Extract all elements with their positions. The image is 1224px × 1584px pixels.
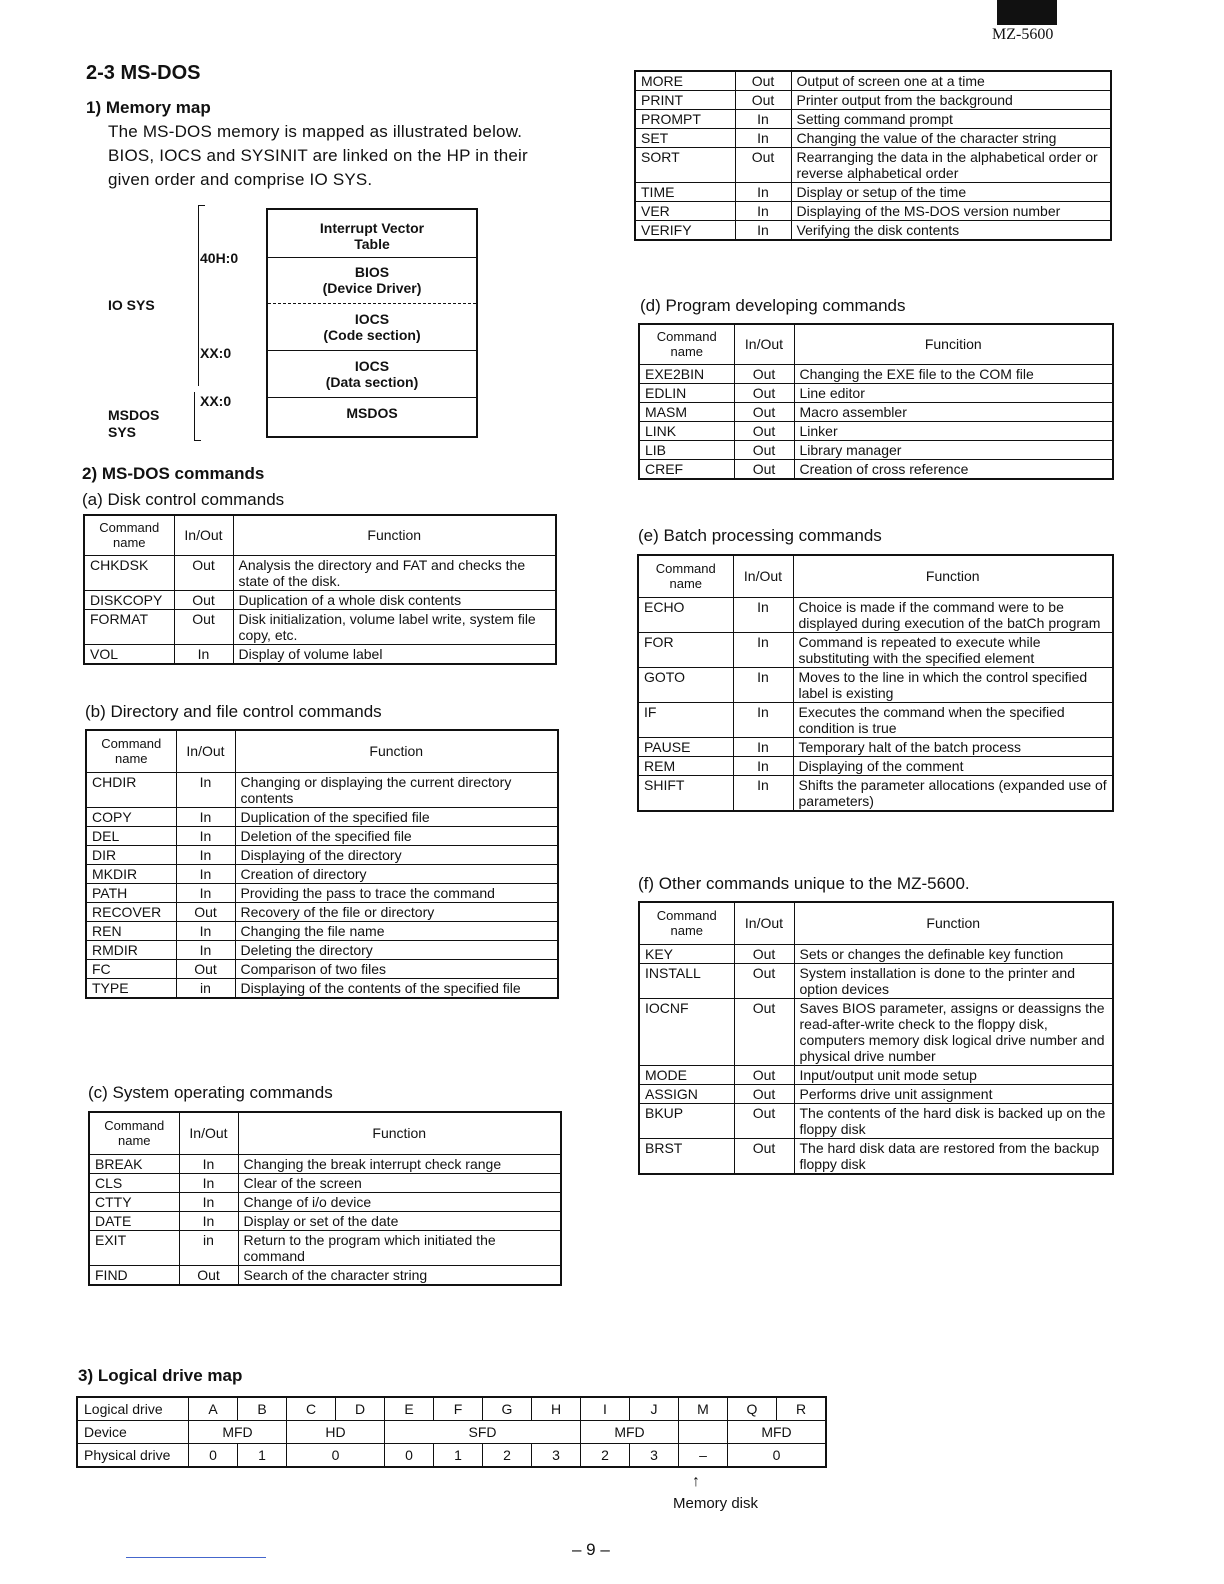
- logical-drive-cell: D: [336, 1397, 385, 1421]
- in-out-cell: Out: [734, 459, 794, 479]
- function-cell: Command is repeated to execute while substituting with the specified element: [793, 632, 1113, 667]
- command-name-cell: FIND: [89, 1265, 179, 1285]
- in-out-cell: In: [179, 1173, 238, 1192]
- memory-block-label: BIOS: [354, 264, 390, 280]
- command-name-cell: CHKDSK: [84, 555, 174, 590]
- memory-map-diagram: [266, 208, 478, 438]
- function-cell: Clear of the screen: [238, 1173, 561, 1192]
- device-cell: MFD: [189, 1421, 287, 1444]
- footer-rule: [126, 1557, 266, 1558]
- command-name-cell: MASM: [639, 402, 734, 421]
- command-name-cell: COPY: [86, 807, 176, 826]
- logical-drive-cell: J: [630, 1397, 679, 1421]
- in-out-cell: Out: [735, 91, 791, 110]
- function-cell: Setting command prompt: [791, 110, 1111, 129]
- function-cell: The hard disk data are restored from the backup floppy disk: [794, 1138, 1113, 1174]
- command-name-cell: PAUSE: [638, 737, 733, 756]
- function-cell: Analysis the directory and FAT and checks the state of the disk.: [233, 555, 556, 590]
- memory-block-label: (Data section): [325, 374, 419, 390]
- command-name-cell: PATH: [86, 883, 176, 902]
- function-cell: Recovery of the file or directory: [235, 902, 558, 921]
- header-in-out: In/Out: [734, 902, 794, 944]
- table-row: [638, 756, 1113, 775]
- in-out-cell: In: [176, 864, 235, 883]
- model-number: MZ-5600: [992, 26, 1054, 43]
- command-name-cell: VOL: [84, 644, 174, 664]
- table-row: [635, 110, 1111, 129]
- table-row: [638, 667, 1113, 702]
- function-cell: Deletion of the specified file: [235, 826, 558, 845]
- function-cell: Duplication of a whole disk contents: [233, 590, 556, 609]
- function-cell: Displaying of the contents of the specified file: [235, 978, 558, 998]
- function-cell: Saves BIOS parameter, assigns or deassigns the read-after-write check to the floppy disk, computers memory disk logical drive number and physical drive number: [794, 998, 1113, 1065]
- table-row: [89, 1230, 561, 1265]
- memory-block-label: (Device Driver): [322, 280, 422, 296]
- logical-drive-cell: H: [532, 1397, 581, 1421]
- header-function: Function: [793, 555, 1113, 597]
- address-label: 40H:0: [200, 250, 239, 266]
- function-cell: Verifying the disk contents: [791, 221, 1111, 241]
- command-name-cell: RMDIR: [86, 940, 176, 959]
- table-row: [86, 902, 558, 921]
- device-cell: HD: [287, 1421, 385, 1444]
- in-out-cell: Out: [734, 1065, 794, 1084]
- table-row: [86, 921, 558, 940]
- function-cell: Return to the program which initiated the command: [238, 1230, 561, 1265]
- table-row: [639, 440, 1113, 459]
- command-name-cell: VER: [635, 202, 735, 221]
- row-label: Physical drive: [77, 1444, 189, 1468]
- physical-drive-cell: 1: [434, 1444, 483, 1468]
- header-in-out: In/Out: [174, 515, 233, 555]
- function-cell: Display or set of the date: [238, 1211, 561, 1230]
- in-out-cell: In: [735, 202, 791, 221]
- table-row: [84, 590, 556, 609]
- table-row: [639, 459, 1113, 479]
- table-row: [86, 883, 558, 902]
- memory-disk-note: Memory disk: [673, 1495, 759, 1512]
- memory-map-heading: 1) Memory map: [86, 98, 211, 117]
- function-cell: Search of the character string: [238, 1265, 561, 1285]
- command-name-cell: CHDIR: [86, 772, 176, 807]
- system-operating-table-continued: [634, 70, 1112, 241]
- directory-file-table: [85, 729, 559, 999]
- command-name-cell: SET: [635, 129, 735, 148]
- table-row: [635, 148, 1111, 183]
- command-name-cell: GOTO: [638, 667, 733, 702]
- in-out-cell: Out: [735, 71, 791, 91]
- table-row: [89, 1211, 561, 1230]
- memory-block-label: (Code section): [323, 327, 421, 343]
- memory-block-msdos: [268, 398, 476, 436]
- table-row: [89, 1265, 561, 1285]
- command-name-cell: TYPE: [86, 978, 176, 998]
- table-row: [639, 1103, 1113, 1138]
- in-out-cell: In: [179, 1192, 238, 1211]
- row-label: Logical drive: [77, 1397, 189, 1421]
- command-name-cell: ASSIGN: [639, 1084, 734, 1103]
- table-row: [639, 1065, 1113, 1084]
- command-name-cell: BREAK: [89, 1154, 179, 1173]
- memory-block-label: Table: [354, 236, 390, 252]
- logical-drive-map-heading: 3) Logical drive map: [78, 1366, 243, 1385]
- function-cell: Displaying of the MS-DOS version number: [791, 202, 1111, 221]
- function-cell: Duplication of the specified file: [235, 807, 558, 826]
- header-command-name: Command name: [84, 515, 174, 555]
- logical-drive-cell: R: [777, 1397, 827, 1421]
- command-name-cell: EDLIN: [639, 383, 734, 402]
- command-name-cell: KEY: [639, 944, 734, 963]
- logical-drive-cell: I: [581, 1397, 630, 1421]
- table-row: [84, 555, 556, 590]
- in-out-cell: in: [179, 1230, 238, 1265]
- physical-drive-cell: 2: [581, 1444, 630, 1468]
- in-out-cell: In: [733, 667, 793, 702]
- in-out-cell: In: [735, 129, 791, 148]
- function-cell: Comparison of two files: [235, 959, 558, 978]
- logical-drive-cell: B: [238, 1397, 287, 1421]
- header-in-out: In/Out: [176, 730, 235, 772]
- logical-drive-cell: E: [385, 1397, 434, 1421]
- command-name-cell: DEL: [86, 826, 176, 845]
- corner-mark: [997, 0, 1057, 25]
- physical-drive-row: [77, 1444, 826, 1468]
- in-out-cell: Out: [734, 383, 794, 402]
- command-name-cell: DISKCOPY: [84, 590, 174, 609]
- table-row: [635, 71, 1111, 91]
- memory-block-ivt: [268, 210, 476, 258]
- system-operating-table: [88, 1111, 562, 1286]
- in-out-cell: Out: [734, 421, 794, 440]
- logical-drive-cell: A: [189, 1397, 238, 1421]
- table-row: [635, 202, 1111, 221]
- command-name-cell: INSTALL: [639, 963, 734, 998]
- command-name-cell: FORMAT: [84, 609, 174, 644]
- table-row: [635, 221, 1111, 241]
- header-in-out: In/Out: [179, 1112, 238, 1154]
- in-out-cell: In: [733, 632, 793, 667]
- in-out-cell: Out: [734, 1138, 794, 1174]
- command-name-cell: MORE: [635, 71, 735, 91]
- function-cell: Change of i/o device: [238, 1192, 561, 1211]
- table-row: [86, 826, 558, 845]
- function-cell: Changing or displaying the current directory contents: [235, 772, 558, 807]
- commands-heading: 2) MS-DOS commands: [82, 464, 265, 483]
- table-row: [639, 402, 1113, 421]
- in-out-cell: Out: [174, 555, 233, 590]
- command-name-cell: SORT: [635, 148, 735, 183]
- address-label: XX:0: [200, 393, 232, 409]
- header-function: Funcition: [794, 324, 1113, 364]
- table-row: [639, 364, 1113, 383]
- physical-drive-cell: 0: [385, 1444, 434, 1468]
- in-out-cell: In: [174, 644, 233, 664]
- table-row: [89, 1173, 561, 1192]
- physical-drive-cell: 3: [630, 1444, 679, 1468]
- memory-block-label: IOCS: [354, 311, 390, 327]
- command-name-cell: MODE: [639, 1065, 734, 1084]
- in-out-cell: Out: [174, 609, 233, 644]
- in-out-cell: In: [179, 1154, 238, 1173]
- function-cell: Macro assembler: [794, 402, 1113, 421]
- in-out-cell: In: [176, 845, 235, 864]
- function-cell: Sets or changes the definable key function: [794, 944, 1113, 963]
- command-name-cell: IF: [638, 702, 733, 737]
- table-row: [635, 183, 1111, 202]
- physical-drive-cell: 1: [238, 1444, 287, 1468]
- command-name-cell: DATE: [89, 1211, 179, 1230]
- command-name-cell: PRINT: [635, 91, 735, 110]
- table-row: [638, 702, 1113, 737]
- physical-drive-cell: 0: [287, 1444, 385, 1468]
- table-row: [639, 1084, 1113, 1103]
- in-out-cell: in: [176, 978, 235, 998]
- table-row: [639, 383, 1113, 402]
- function-cell: Linker: [794, 421, 1113, 440]
- command-name-cell: BRST: [639, 1138, 734, 1174]
- memory-block-label: Interrupt Vector: [319, 220, 425, 236]
- function-cell: Creation of directory: [235, 864, 558, 883]
- function-cell: Providing the pass to trace the command: [235, 883, 558, 902]
- in-out-cell: Out: [734, 963, 794, 998]
- logical-drive-cell: F: [434, 1397, 483, 1421]
- function-cell: Library manager: [794, 440, 1113, 459]
- command-name-cell: SHIFT: [638, 775, 733, 811]
- command-name-cell: FOR: [638, 632, 733, 667]
- in-out-cell: In: [176, 772, 235, 807]
- table-row: [89, 1154, 561, 1173]
- table-b-caption: (b) Directory and file control commands: [85, 702, 382, 721]
- in-out-cell: In: [176, 921, 235, 940]
- table-row: [86, 940, 558, 959]
- physical-drive-cell: 3: [532, 1444, 581, 1468]
- function-cell: Line editor: [794, 383, 1113, 402]
- header-command-name: Command name: [89, 1112, 179, 1154]
- function-cell: Output of screen one at a time: [791, 71, 1111, 91]
- table-row: [89, 1192, 561, 1211]
- logical-drive-cell: G: [483, 1397, 532, 1421]
- program-developing-table: [638, 323, 1114, 480]
- command-name-cell: EXE2BIN: [639, 364, 734, 383]
- address-label: XX:0: [200, 345, 232, 361]
- msdos-sys-label: MSDOS: [108, 407, 160, 423]
- function-cell: Disk initialization, volume label write, system file copy, etc.: [233, 609, 556, 644]
- physical-drive-cell: 0: [728, 1444, 827, 1468]
- in-out-cell: In: [733, 702, 793, 737]
- row-label: Device: [77, 1421, 189, 1444]
- header-function: Function: [238, 1112, 561, 1154]
- table-row: [638, 597, 1113, 632]
- command-name-cell: LIB: [639, 440, 734, 459]
- command-name-cell: DIR: [86, 845, 176, 864]
- table-e-caption: (e) Batch processing commands: [638, 526, 882, 545]
- device-cell: [679, 1421, 728, 1444]
- table-row: [86, 959, 558, 978]
- table-c-caption: (c) System operating commands: [88, 1083, 333, 1102]
- device-row: [77, 1421, 826, 1444]
- command-name-cell: REN: [86, 921, 176, 940]
- memory-block-label: MSDOS: [346, 405, 398, 421]
- function-cell: Performs drive unit assignment: [794, 1084, 1113, 1103]
- function-cell: Displaying of the comment: [793, 756, 1113, 775]
- in-out-cell: In: [735, 110, 791, 129]
- table-row: [86, 807, 558, 826]
- command-name-cell: FC: [86, 959, 176, 978]
- function-cell: Creation of cross reference: [794, 459, 1113, 479]
- in-out-cell: In: [733, 775, 793, 811]
- command-name-cell: LINK: [639, 421, 734, 440]
- function-cell: Rearranging the data in the alphabetical order or reverse alphabetical order: [791, 148, 1111, 183]
- function-cell: Input/output unit mode setup: [794, 1065, 1113, 1084]
- command-name-cell: CREF: [639, 459, 734, 479]
- in-out-cell: Out: [174, 590, 233, 609]
- memory-block-iocs-code: [268, 304, 476, 351]
- command-name-cell: BKUP: [639, 1103, 734, 1138]
- table-row: [639, 1138, 1113, 1174]
- function-cell: Changing the break interrupt check range: [238, 1154, 561, 1173]
- physical-drive-cell: 0: [189, 1444, 238, 1468]
- function-cell: Display of volume label: [233, 644, 556, 664]
- section-title: 2-3 MS-DOS: [86, 62, 201, 84]
- header-command-name: Command name: [639, 902, 734, 944]
- memory-block-label: IOCS: [354, 358, 390, 374]
- in-out-cell: Out: [176, 959, 235, 978]
- logical-drive-row: [77, 1397, 826, 1421]
- table-row: [638, 632, 1113, 667]
- table-row: [86, 845, 558, 864]
- table-row: [635, 129, 1111, 148]
- in-out-cell: Out: [734, 1084, 794, 1103]
- memory-map-paragraph: The MS-DOS memory is mapped as illustrated below. BIOS, IOCS and SYSINIT are linked on the HP in their given order and comprise IO SYS.: [108, 122, 528, 189]
- header-in-out: In/Out: [734, 324, 794, 364]
- logical-drive-cell: Q: [728, 1397, 777, 1421]
- logical-drive-map-table: [76, 1396, 827, 1468]
- header-command-name: Command name: [639, 324, 734, 364]
- header-in-out: In/Out: [733, 555, 793, 597]
- in-out-cell: In: [176, 826, 235, 845]
- header-function: Function: [235, 730, 558, 772]
- table-row: [638, 775, 1113, 811]
- physical-drive-cell: –: [679, 1444, 728, 1468]
- function-cell: Deleting the directory: [235, 940, 558, 959]
- command-name-cell: MKDIR: [86, 864, 176, 883]
- in-out-cell: In: [735, 221, 791, 241]
- in-out-cell: In: [733, 737, 793, 756]
- function-cell: Executes the command when the specified condition is true: [793, 702, 1113, 737]
- header-command-name: Command name: [86, 730, 176, 772]
- command-name-cell: IOCNF: [639, 998, 734, 1065]
- command-name-cell: RECOVER: [86, 902, 176, 921]
- msdos-sys-label-2: SYS: [108, 424, 137, 440]
- command-name-cell: TIME: [635, 183, 735, 202]
- in-out-cell: Out: [735, 148, 791, 183]
- memory-block-bios: [268, 258, 476, 304]
- function-cell: Printer output from the background: [791, 91, 1111, 110]
- command-name-cell: CTTY: [89, 1192, 179, 1211]
- command-name-cell: REM: [638, 756, 733, 775]
- table-row: [84, 609, 556, 644]
- in-out-cell: Out: [176, 902, 235, 921]
- command-name-cell: CLS: [89, 1173, 179, 1192]
- in-out-cell: In: [179, 1211, 238, 1230]
- table-row: [86, 772, 558, 807]
- physical-drive-cell: 2: [483, 1444, 532, 1468]
- header-function: Function: [233, 515, 556, 555]
- table-a-caption: (a) Disk control commands: [82, 490, 285, 509]
- function-cell: System installation is done to the printer and option devices: [794, 963, 1113, 998]
- in-out-cell: Out: [734, 944, 794, 963]
- logical-drive-cell: M: [679, 1397, 728, 1421]
- function-cell: Temporary halt of the batch process: [793, 737, 1113, 756]
- in-out-cell: Out: [734, 440, 794, 459]
- in-out-cell: Out: [734, 998, 794, 1065]
- mz5600-commands-table: [638, 901, 1114, 1175]
- function-cell: Choice is made if the command were to be displayed during execution of the batCh program: [793, 597, 1113, 632]
- table-row: [639, 963, 1113, 998]
- logical-drive-cell: C: [287, 1397, 336, 1421]
- device-cell: MFD: [728, 1421, 827, 1444]
- table-row: [84, 644, 556, 664]
- memory-block-iocs-data: [268, 351, 476, 398]
- header-command-name: Command name: [638, 555, 733, 597]
- in-out-cell: In: [733, 597, 793, 632]
- in-out-cell: In: [176, 807, 235, 826]
- device-cell: MFD: [581, 1421, 679, 1444]
- function-cell: Changing the EXE file to the COM file: [794, 364, 1113, 383]
- in-out-cell: In: [733, 756, 793, 775]
- table-row: [86, 978, 558, 998]
- table-row: [639, 944, 1113, 963]
- table-row: [635, 91, 1111, 110]
- function-cell: Displaying of the directory: [235, 845, 558, 864]
- io-sys-label: IO SYS: [108, 297, 155, 313]
- in-out-cell: Out: [179, 1265, 238, 1285]
- in-out-cell: In: [176, 940, 235, 959]
- in-out-cell: In: [176, 883, 235, 902]
- function-cell: Changing the value of the character string: [791, 129, 1111, 148]
- function-cell: Display or setup of the time: [791, 183, 1111, 202]
- command-name-cell: ECHO: [638, 597, 733, 632]
- device-cell: SFD: [385, 1421, 581, 1444]
- function-cell: Changing the file name: [235, 921, 558, 940]
- table-f-caption: (f) Other commands unique to the MZ-5600.: [638, 874, 970, 893]
- command-name-cell: VERIFY: [635, 221, 735, 241]
- function-cell: Moves to the line in which the control specified label is existing: [793, 667, 1113, 702]
- batch-processing-table: [637, 554, 1114, 812]
- table-row: [639, 421, 1113, 440]
- function-cell: The contents of the hard disk is backed up on the floppy disk: [794, 1103, 1113, 1138]
- in-out-cell: Out: [734, 364, 794, 383]
- page-number: – 9 –: [572, 1540, 610, 1559]
- in-out-cell: Out: [734, 402, 794, 421]
- command-name-cell: EXIT: [89, 1230, 179, 1265]
- command-name-cell: PROMPT: [635, 110, 735, 129]
- header-function: Function: [794, 902, 1113, 944]
- disk-control-table: [83, 514, 557, 665]
- in-out-cell: Out: [734, 1103, 794, 1138]
- table-d-caption: (d) Program developing commands: [640, 296, 906, 315]
- in-out-cell: In: [735, 183, 791, 202]
- table-row: [639, 998, 1113, 1065]
- arrow-up-icon: ↑: [692, 1473, 700, 1490]
- table-row: [86, 864, 558, 883]
- table-row: [638, 737, 1113, 756]
- function-cell: Shifts the parameter allocations (expanded use of parameters): [793, 775, 1113, 811]
